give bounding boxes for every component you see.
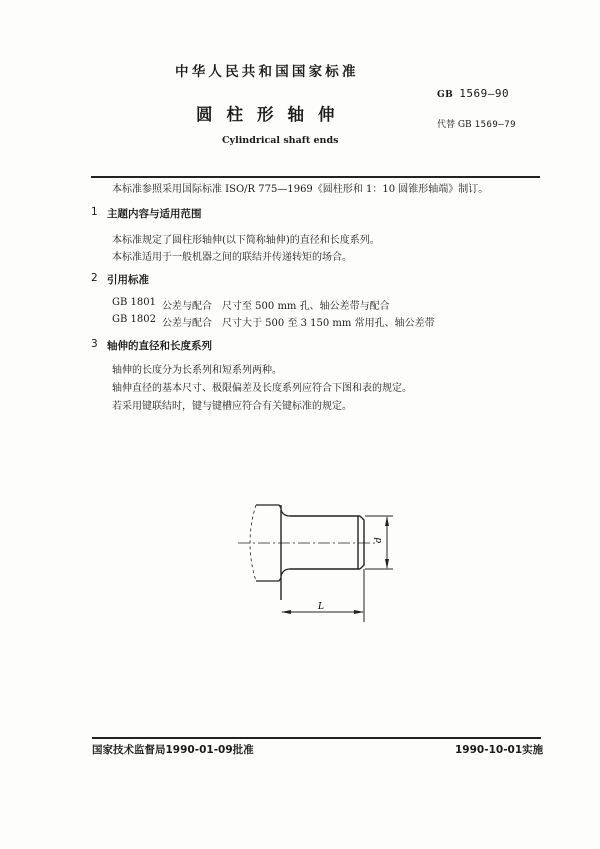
section-2-heading: 引用标准 — [107, 274, 149, 286]
bottom-rule — [92, 737, 541, 739]
national-standard-heading: 中华人民共和国国家标准 — [175, 64, 359, 80]
section-2-number: 2 — [91, 272, 98, 284]
section-3-paragraph: 轴伸的长度分为长系列和短系列两种。 — [112, 365, 282, 376]
approval-date: 国家技术监督局1990-01-09批准 — [92, 744, 254, 756]
section-1-number: 1 — [91, 206, 98, 218]
diameter-label: d — [374, 537, 384, 543]
shaft-end-drawing — [230, 495, 410, 625]
section-3-paragraph: 若采用键联结时，键与键槽应符合有关键标准的规定。 — [112, 401, 352, 412]
top-rule — [91, 176, 540, 178]
reference-code: GB 1801 — [112, 297, 156, 308]
replaces-label: 代替 GB — [437, 120, 472, 130]
reference-code: GB 1802 — [112, 314, 156, 325]
standard-number — [437, 87, 509, 100]
section-1-heading: 主题内容与适用范围 — [107, 208, 202, 220]
reference-description: 尺寸大于 500 至 3 150 mm 常用孔、轴公差带 — [222, 318, 435, 329]
document-title: 圆柱形轴伸 — [196, 105, 349, 124]
document-title-english: Cylindrical shaft ends — [222, 135, 339, 146]
section-3-paragraph: 轴伸直径的基本尺寸、极限偏差及长度系列应符合下图和表的规定。 — [112, 383, 412, 394]
effective-date: 1990-10-01实施 — [455, 744, 544, 756]
standard-prefix: GB — [437, 90, 454, 100]
intro-text: 本标准参照采用国际标准 ISO/R 775—1969《圆柱形和 1：10 圆锥形轴端》制订。 — [112, 184, 489, 195]
section-1-paragraph: 本标准适用于一般机器之间的联结并传递转矩的场合。 — [112, 252, 352, 263]
replaces-number: 1569—79 — [474, 120, 517, 130]
reference-description: 尺寸至 500 mm 孔、轴公差带与配合 — [222, 301, 390, 312]
section-3-number: 3 — [91, 338, 98, 350]
section-1-paragraph: 本标准规定了圆柱形轴伸(以下简称轴伸)的直径和长度系列。 — [112, 235, 380, 246]
reference-title: 公差与配合 — [162, 318, 212, 329]
replaces-standard — [437, 117, 516, 130]
length-label: L — [318, 602, 324, 612]
section-3-heading: 轴伸的直径和长度系列 — [107, 340, 212, 352]
standard-number-value: 1569—90 — [459, 87, 510, 100]
reference-title: 公差与配合 — [162, 301, 212, 312]
